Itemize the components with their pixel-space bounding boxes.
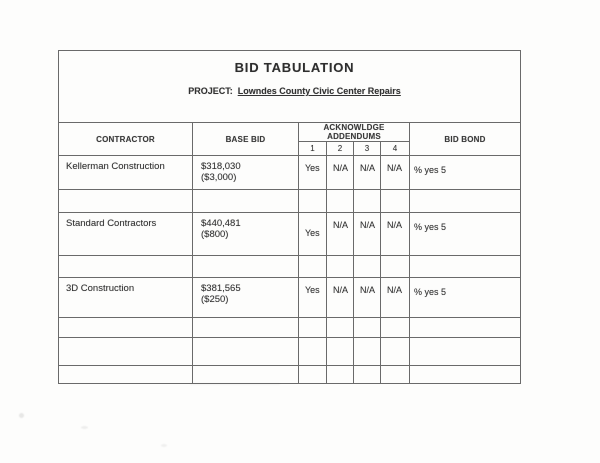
table-row [59, 318, 521, 338]
addendum-4-cell: N/A [381, 278, 410, 318]
empty-cell [354, 366, 381, 384]
empty-cell [410, 338, 521, 366]
bid-bond-column-header: BID BOND [410, 123, 521, 156]
bid-bond-cell: % yes 5 [410, 213, 521, 256]
addendum-1-header: 1 [299, 142, 327, 156]
base-bid-note: ($800) [201, 229, 229, 240]
addendum-2-cell: N/A [327, 156, 354, 190]
base-bid-cell [193, 278, 299, 318]
addendum-4-header: 4 [381, 142, 410, 156]
base-bid-cell [193, 156, 299, 190]
empty-cell [354, 190, 381, 213]
contractor-cell: Standard Contractors [59, 213, 193, 256]
empty-cell [59, 366, 193, 384]
scan-speck [81, 426, 88, 429]
addendum-3-cell: N/A [354, 278, 381, 318]
table-row [59, 213, 521, 256]
empty-cell [381, 366, 410, 384]
addendum-3-cell: N/A [354, 213, 381, 256]
addendum-4-cell: N/A [381, 156, 410, 190]
base-bid-amount: $440,481 [201, 218, 241, 229]
empty-cell [381, 256, 410, 278]
addendum-2-header: 2 [327, 142, 354, 156]
base-bid-note: ($250) [201, 294, 229, 305]
empty-cell [381, 190, 410, 213]
empty-cell [299, 190, 327, 213]
project-line [69, 86, 520, 96]
title-row [59, 51, 521, 123]
empty-cell [193, 190, 299, 213]
empty-cell [327, 338, 354, 366]
addendums-group-header: ACKNOWLDGE ADDENDUMS [299, 123, 410, 142]
empty-cell [354, 256, 381, 278]
empty-cell [410, 366, 521, 384]
base-bid-amount: $381,565 [201, 283, 241, 294]
addendum-3-cell: N/A [354, 156, 381, 190]
empty-cell [299, 256, 327, 278]
bid-bond-cell: % yes 5 [410, 156, 521, 190]
empty-cell [354, 338, 381, 366]
bid-tabulation-table [58, 50, 521, 384]
table-row [59, 190, 521, 213]
table-row [59, 338, 521, 366]
addendum-2-cell: N/A [327, 213, 354, 256]
table-row [59, 156, 521, 190]
project-name: Lowndes County Civic Center Repairs [237, 86, 401, 96]
table-row [59, 366, 521, 384]
scan-speck [19, 413, 24, 418]
empty-cell [410, 256, 521, 278]
table-row [59, 256, 521, 278]
base-bid-column-header: BASE BID [193, 123, 299, 156]
addendum-3-header: 3 [354, 142, 381, 156]
empty-cell [59, 318, 193, 338]
table-row [59, 278, 521, 318]
empty-cell [193, 338, 299, 366]
empty-cell [354, 318, 381, 338]
empty-cell [59, 338, 193, 366]
addendum-2-cell: N/A [327, 278, 354, 318]
base-bid-cell [193, 213, 299, 256]
addendum-4-cell: N/A [381, 213, 410, 256]
empty-cell [193, 366, 299, 384]
header-row [59, 123, 521, 142]
scan-speck [161, 444, 167, 447]
empty-cell [410, 318, 521, 338]
empty-cell [410, 190, 521, 213]
project-label: PROJECT: [188, 86, 233, 96]
empty-cell [193, 256, 299, 278]
empty-cell [193, 318, 299, 338]
empty-cell [299, 318, 327, 338]
contractor-cell: Kellerman Construction [59, 156, 193, 190]
contractor-cell: 3D Construction [59, 278, 193, 318]
addendum-1-cell: Yes [299, 213, 327, 256]
bid-bond-cell: % yes 5 [410, 278, 521, 318]
empty-cell [327, 190, 354, 213]
base-bid-amount: $318,030 [201, 161, 241, 172]
scan-speck [190, 383, 280, 385]
empty-cell [327, 366, 354, 384]
addendum-1-cell: Yes [299, 156, 327, 190]
base-bid-note: ($3,000) [201, 172, 237, 183]
empty-cell [381, 318, 410, 338]
title-cell [59, 51, 521, 123]
empty-cell [299, 366, 327, 384]
empty-cell [327, 256, 354, 278]
page-title: BID TABULATION [234, 60, 355, 75]
empty-cell [299, 338, 327, 366]
empty-cell [381, 338, 410, 366]
empty-cell [59, 256, 193, 278]
contractor-column-header: CONTRACTOR [59, 123, 193, 156]
empty-cell [327, 318, 354, 338]
addendum-1-cell: Yes [299, 278, 327, 318]
empty-cell [59, 190, 193, 213]
